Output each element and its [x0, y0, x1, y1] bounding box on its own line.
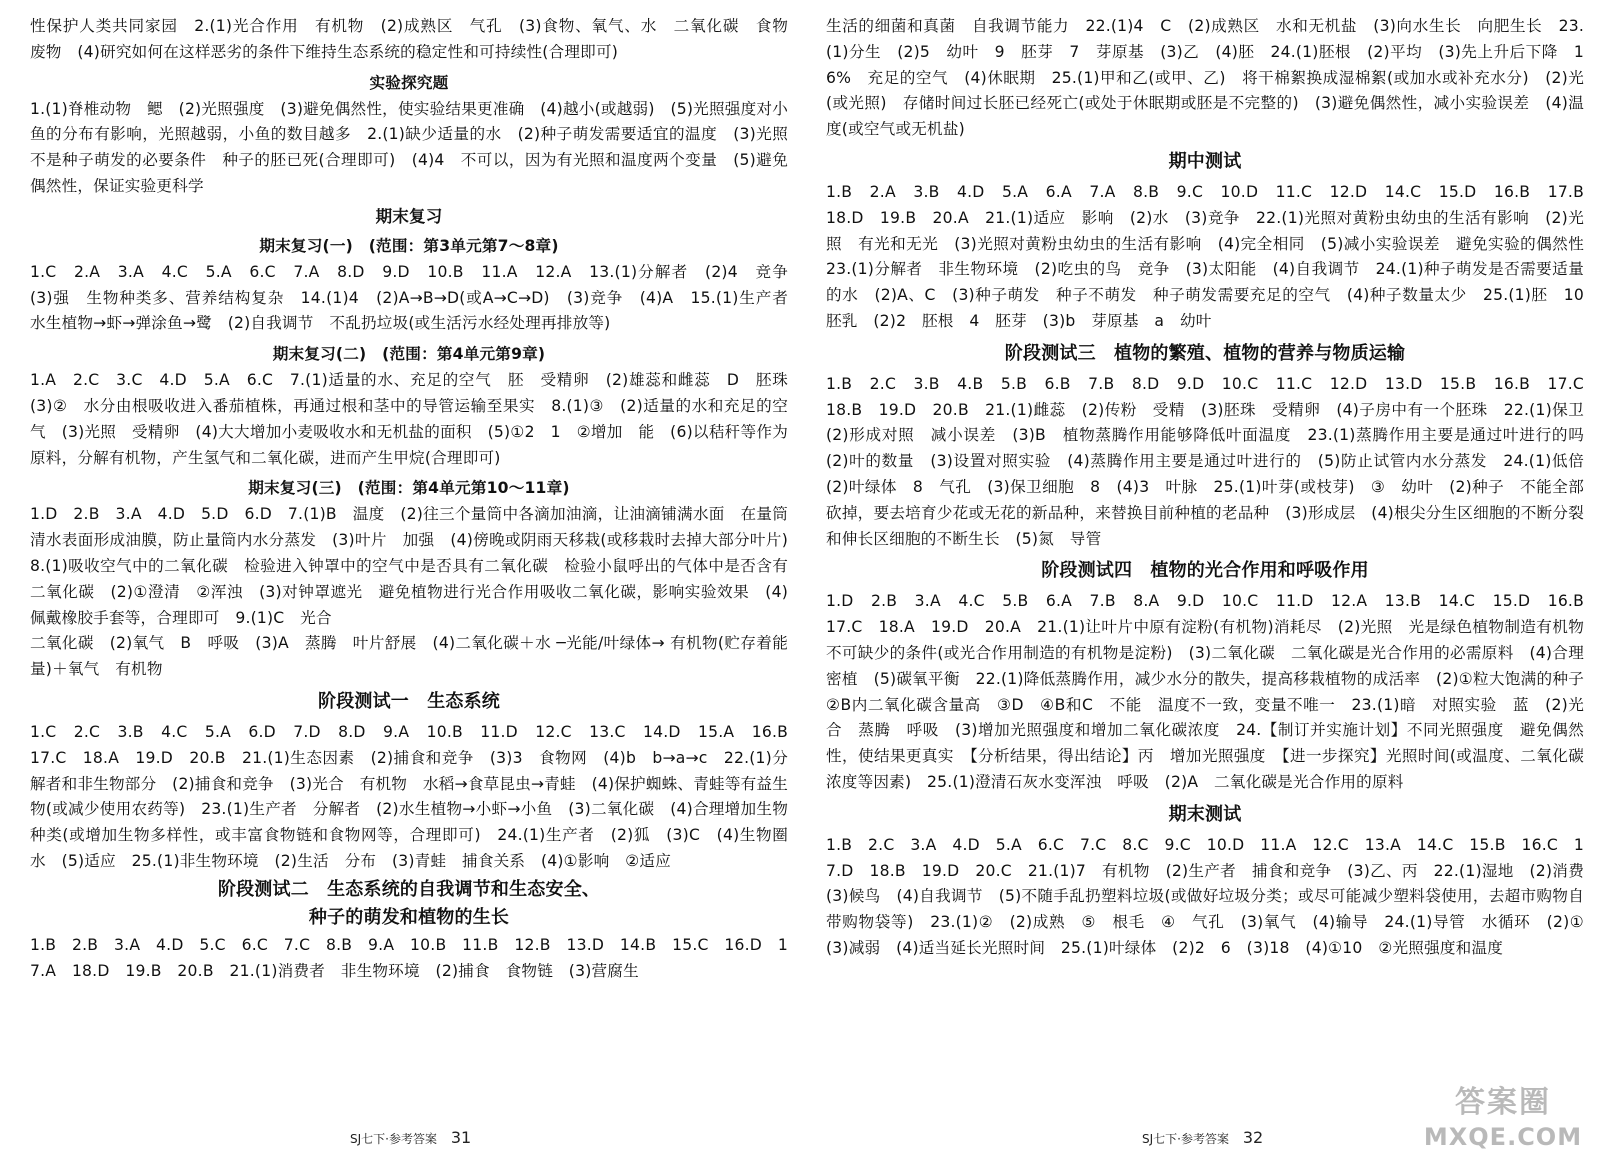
answer-paragraph: 1.B 2.B 3.A 4.D 5.C 6.C 7.C 8.B 9.A 10.B 11.B 12.B 13.D 14.B 15.C 16.D 17.A 18.D 19.B 20.B 21.(1)消费者 非生物环境 (2)捕食 食物链 (3)营腐生 — [30, 935, 788, 980]
section-heading: 期末复习 — [375, 206, 443, 226]
right-column — [826, 14, 1600, 1119]
section-heading: 期末复习(三) (范围：第4单元第10～11章) — [248, 479, 570, 498]
watermark-logo — [1418, 1084, 1588, 1158]
footer-label: SJ七下·参考答案 — [1142, 1132, 1229, 1146]
left-column — [30, 14, 804, 1119]
section-heading: 阶段测试三 植物的繁殖、植物的营养与物质运输 — [1004, 342, 1406, 364]
section-heading: 期末复习(二) (范围：第4单元第9章) — [272, 345, 546, 364]
answer-paragraph: 1.C 2.C 3.B 4.C 5.A 6.D 7.D 8.D 9.A 10.B 11.D 12.C 13.C 14.D 15.A 16.B 17.C 18.A 19.D 20.B 21.(1)生态因素 (2)捕食和竞争 (3)3 食物网 (4)b b→a→c 22.(1)分解者和非生物部分 (2)捕食和竞争 (3)光合 有机物 水稻→食草昆虫→青蛙 (4)保护蜘蛛、青蛙等有益生物(或减少使用农药等) 23.(1)生产者 分解者 (2)水生植物→小虾→小鱼 (3)二氧化碳 (4)合理增加生物种类(或增加生物多样性，或丰富食物链和食物网等，合理即可) 24.(1)生产者 (2)狐 (3)C (4)生物圈 水 (5)适应 25.(1)非生物环境 (2)生活 分布 (3)青蛙 捕食关系 (4)①影响 ②适应 — [30, 722, 804, 870]
section-heading: 阶段测试一 生态系统 — [318, 690, 500, 712]
section-heading: 期末测试 — [1168, 803, 1242, 825]
answer-paragraph: 1.B 2.A 3.B 4.D 5.A 6.A 7.A 8.B 9.C 10.D 11.C 12.D 14.C 15.D 16.B 17.B 18.D 19.B 20.A 21.(1)适应 影响 (2)水 (3)竞争 22.(1)光照对黄粉虫幼虫的生活有影响 (2)光照 有光和无光 (3)光照对黄粉虫幼虫的生活有影响 (4)完全相同 (5)减小实验误差 避免实验的偶然性 23.(1)分解者 非生物环境 (2)吃虫的鸟 竞争 (3)太阳能 (4)自我调节 24.(1)种子萌发是否需要适量的水 (2)A、C (3)种子萌发 种子不萌发 种子萌发需要充足的空气 (4)种子数量太少 25.(1)胚 10 胚乳 (2)2 胚根 4 胚芽 (3)b 芽原基 a 幼叶 — [826, 182, 1600, 330]
answer-paragraph: 1.(1)脊椎动物 鳃 (2)光照强度 (3)避免偶然性，使实验结果更准确 (4)越小(或越弱) (5)光照强度对小鱼的分布有影响，光照越弱，小鱼的数目越多 2.(1)缺少适量的水 (2)种子萌发需要适宜的温度 (3)光照不是种子萌发的必要条件 种子的胚已死(合理即可) (4)4 不可以，因为有光照和温度两个变量 (5)避免偶然性，保证实验更科学 — [30, 99, 788, 195]
answer-paragraph: 二氧化碳 (2)氧气 B 呼吸 (3)A 蒸腾 叶片舒展 (4)二氧化碳＋水 ─光能/叶绿体→ 有机物(贮存着能量)＋氧气 有机物 — [30, 634, 788, 679]
page-footer-left — [350, 1128, 471, 1147]
answer-paragraph: 1.B 2.C 3.A 4.D 5.A 6.C 7.C 8.C 9.C 10.D 11.A 12.C 13.A 14.C 15.B 16.C 17.D 18.B 19.D 20.C 21.(1)7 有机物 (2)生产者 捕食和竞争 (3)乙、丙 22.(1)湿地 (2)消费 (3)候鸟 (4)自我调节 (5)不随手乱扔塑料垃圾(或做好垃圾分类；或尽可能减少塑料袋使用，去超市购物自带购物袋等) 23.(1)② (2)成熟 ⑤ 根毛 ④ 气孔 (3)氧气 (4)输导 24.(1)导管 水循环 (2)① (3)减弱 (4)适当延长光照时间 25.(1)叶绿体 (2)2 6 (3)18 (4)①10 ②光照强度和温度 — [826, 835, 1600, 957]
section-heading: 实验探究题 — [369, 73, 449, 92]
answer-paragraph: 1.A 2.C 3.C 4.D 5.A 6.C 7.(1)适量的水、充足的空气 胚 受精卵 (2)雄蕊和雌蕊 D 胚珠 (3)② 水分由根吸收进入番茄植株，再通过根和茎中的导管运输至果实 8.(1)③ (2)适量的水和充足的空气 (3)光照 受精卵 (4)大大增加小麦吸收水和无机盐的面积 (5)①2 1 ②增加 能 (6)以秸秆等作为原料，分解有机物，产生氢气和二氧化碳，进而产生甲烷(合理即可) — [30, 371, 804, 467]
answer-paragraph: 生活的细菌和真菌 自我调节能力 22.(1)4 C (2)成熟区 水和无机盐 (3)向水生长 向肥生长 23.(1)分生 (2)5 幼叶 9 胚芽 7 芽原基 (3)乙 (4)胚 24.(1)胚根 (2)平均 (3)先上升后下降 16% 充足的空气 (4)休眠期 25.(1)甲和乙(或甲、乙) 将干棉絮换成湿棉絮(或加水或补充水分) (2)光(或光照) 存储时间过长胚已经死亡(或处于休眠期或胚是不完整的) (3)避免偶然性，减小实验误差 (4)温度(或空气或无机盐) — [826, 17, 1584, 139]
page-footer-right — [1142, 1128, 1263, 1147]
answer-paragraph: 1.C 2.A 3.A 4.C 5.A 6.C 7.A 8.D 9.D 10.B 11.A 12.A 13.(1)分解者 (2)4 竞争 (3)强 生物种类多、营养结构复杂 14.(1)4 (2)A→B→D(或A→C→D) (3)竞争 (4)A 15.(1)生产者 水生植物→虾→弹涂鱼→鹭 (2)自我调节 不乱扔垃圾(或生活污水经处理再排放等) — [30, 262, 804, 333]
watermark-url: MXQE.COM — [1423, 1123, 1583, 1151]
answer-paragraph: 1.B 2.C 3.B 4.B 5.B 6.B 7.B 8.D 9.D 10.C 11.C 12.D 13.D 15.B 16.B 17.C 18.B 19.D 20.B 21.(1)雌蕊 (2)传粉 受精 (3)胚珠 受精卵 (4)子房中有一个胚珠 22.(1)保卫 (2)形成对照 减小误差 (3)B 植物蒸腾作用能够降低叶面温度 23.(1)蒸腾作用主要是通过叶进行的吗 (2)叶的数量 (3)设置对照实验 (4)蒸腾作用主要是通过叶进行的 (5)防止试管内水分蒸发 24.(1)低倍 (2)叶绿体 8 气孔 (3)保卫细胞 8 (4)3 叶脉 25.(1)叶芽(或枝芽) ③ 幼叶 (2)种子 不能全部砍掉，要去培育少花或无花的新品种，来替换目前种植的老品种 (3)形成层 (4)根尖分生区细胞的不断分裂和伸长区细胞的不断生长 (5)氮 导管 — [826, 374, 1600, 548]
watermark-text: 答案圈 — [1455, 1085, 1551, 1120]
answer-paragraph: 1.D 2.B 3.A 4.D 5.D 6.D 7.(1)B 温度 (2)往三个量筒中各滴加油滴，让油滴铺满水面 在量筒清水表面形成油膜，防止量筒内水分蒸发 (3)叶片 加强 (4)傍晚或阴雨天移栽(或移栽时去掉大部分叶片) 8.(1)吸收空气中的二氧化碳 检验进入钟罩中的空气中是否具有二氧化碳 检验小鼠呼出的气体中是否含有二氧化碳 (2)①澄清 ②浑浊 (3)对钟罩遮光 避免植物进行光合作用吸收二氧化碳，影响实验效果 (4)佩戴橡胶手套等，合理即可 9.(1)C 光合 — [30, 505, 804, 627]
section-heading: 阶段测试四 植物的光合作用和呼吸作用 — [1041, 560, 1369, 582]
footer-label: SJ七下·参考答案 — [350, 1132, 437, 1146]
section-heading: 阶段测试二 生态系统的自我调节和生态安全、 — [217, 878, 601, 900]
answer-paragraph: 1.D 2.B 3.A 4.C 5.B 6.A 7.B 8.A 9.D 10.C 11.D 12.A 13.B 14.C 15.D 16.B 17.C 18.A 19.D 20.A 21.(1)让叶片中原有淀粉(有机物)消耗尽 (2)光照 光是绿色植物制造有机物不可缺少的条件(或光合作用制造的有机物是淀粉) (3)二氧化碳 二氧化碳是光合作用的必需原料 (4)合理密植 (5)碳氧平衡 22.(1)降低蒸腾作用，减少水分的散失，提高移栽植物的成活率 (2)①粒大饱满的种子 ②B内二氧化碳含量高 ③D ④B和C 不能 温度不一致，变量不唯一 23.(1)暗 对照实验 蓝 (2)光合 蒸腾 呼吸 (3)增加光照强度和增加二氧化碳浓度 24.【制订并实施计划】不同光照强度 避免偶然性，使结果更真实 【分析结果，得出结论】丙 增加光照强度 【进一步探究】光照时间(或温度、二氧化碳浓度等因素) 25.(1)澄清石灰水变浑浊 呼吸 (2)A 二氧化碳是光合作用的原料 — [826, 592, 1600, 791]
section-heading: 期中测试 — [1168, 150, 1242, 172]
section-heading: 种子的萌发和植物的生长 — [308, 906, 510, 928]
page-number: 31 — [450, 1128, 472, 1147]
answer-paragraph: 性保护人类共同家园 2.(1)光合作用 有机物 (2)成熟区 气孔 (3)食物、氧气、水 二氧化碳 食物 废物 (4)研究如何在这样恶劣的条件下维持生态系统的稳定性和可持续性(合理即可) — [30, 17, 804, 61]
section-heading: 期末复习(一) (范围：第3单元第7～8章) — [259, 236, 559, 255]
page-number: 32 — [1242, 1128, 1264, 1147]
